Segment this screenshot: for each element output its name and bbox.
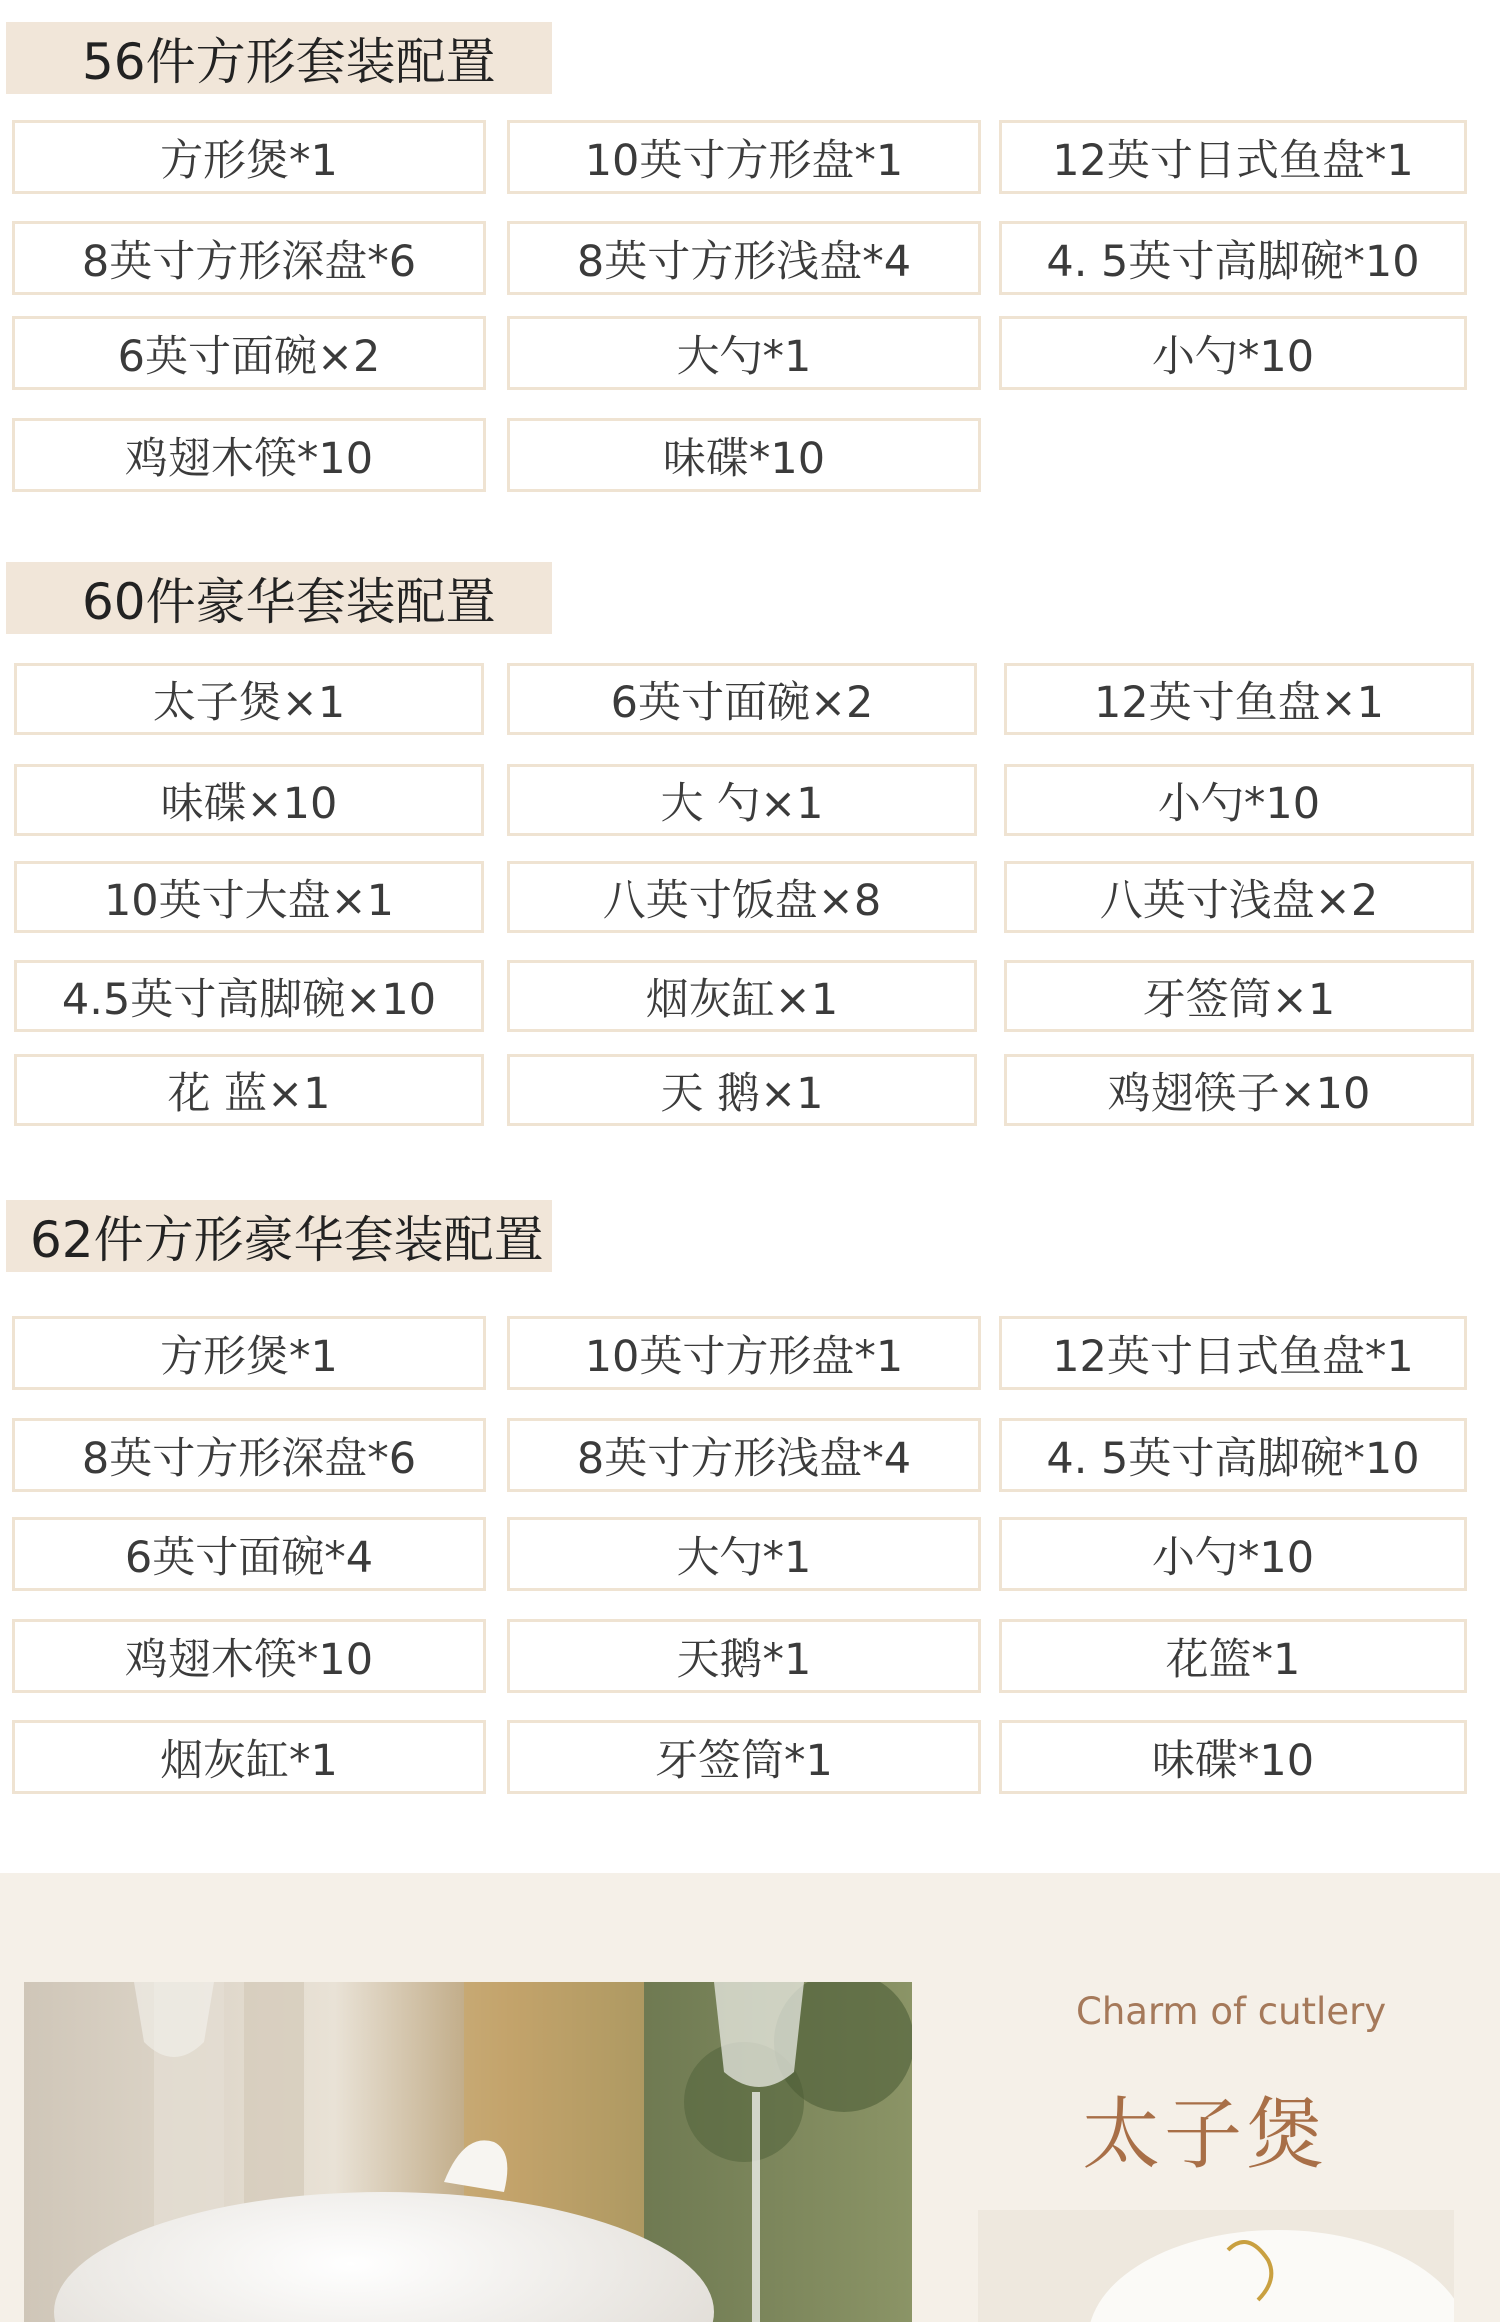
item-cell: 八英寸饭盘×8 [507, 861, 977, 933]
item-cell: 牙签筒×1 [1004, 960, 1474, 1032]
section-title: 60件豪华套装配置 [6, 562, 552, 634]
bowl-detail-image [978, 2210, 1454, 2322]
item-cell: 大 勺×1 [507, 764, 977, 836]
item-cell: 6英寸面碗×2 [507, 663, 977, 735]
item-cell: 小勺*10 [999, 1517, 1467, 1591]
item-cell: 12英寸日式鱼盘*1 [999, 1316, 1467, 1390]
item-cell: 天 鹅×1 [507, 1054, 977, 1126]
item-cell: 6英寸面碗×2 [12, 316, 486, 390]
item-cell: 10英寸大盘×1 [14, 861, 484, 933]
feature-title: 太子煲 [1082, 2090, 1329, 2180]
item-cell: 鸡翅筷子×10 [1004, 1054, 1474, 1126]
item-cell: 天鹅*1 [507, 1619, 981, 1693]
item-cell: 8英寸方形深盘*6 [12, 221, 486, 295]
tableware-photo [24, 1982, 912, 2322]
item-cell: 鸡翅木筷*10 [12, 1619, 486, 1693]
item-cell: 方形煲*1 [12, 120, 486, 194]
item-cell: 大勺*1 [507, 316, 981, 390]
item-cell: 4. 5英寸高脚碗*10 [999, 221, 1467, 295]
item-cell: 12英寸日式鱼盘*1 [999, 120, 1467, 194]
item-cell: 味碟×10 [14, 764, 484, 836]
item-cell: 烟灰缸×1 [507, 960, 977, 1032]
item-cell: 12英寸鱼盘×1 [1004, 663, 1474, 735]
item-cell: 味碟*10 [999, 1720, 1467, 1794]
item-cell: 8英寸方形浅盘*4 [507, 221, 981, 295]
item-cell: 6英寸面碗*4 [12, 1517, 486, 1591]
item-cell: 4.5英寸高脚碗×10 [14, 960, 484, 1032]
item-cell: 味碟*10 [507, 418, 981, 492]
item-cell: 10英寸方形盘*1 [507, 1316, 981, 1390]
item-cell: 8英寸方形浅盘*4 [507, 1418, 981, 1492]
item-cell: 4. 5英寸高脚碗*10 [999, 1418, 1467, 1492]
tureen-scene-image [24, 1982, 912, 2322]
section-title: 62件方形豪华套装配置 [6, 1200, 552, 1272]
item-cell: 八英寸浅盘×2 [1004, 861, 1474, 933]
item-cell: 大勺*1 [507, 1517, 981, 1591]
item-cell: 鸡翅木筷*10 [12, 418, 486, 492]
item-cell: 8英寸方形深盘*6 [12, 1418, 486, 1492]
item-cell: 太子煲×1 [14, 663, 484, 735]
item-cell: 牙签筒*1 [507, 1720, 981, 1794]
item-cell: 小勺*10 [999, 316, 1467, 390]
item-cell: 花 蓝×1 [14, 1054, 484, 1126]
tureen-detail-photo [978, 2210, 1454, 2322]
item-cell: 花篮*1 [999, 1619, 1467, 1693]
item-cell: 方形煲*1 [12, 1316, 486, 1390]
item-cell: 小勺*10 [1004, 764, 1474, 836]
section-title: 56件方形套装配置 [6, 22, 552, 94]
item-cell: 烟灰缸*1 [12, 1720, 486, 1794]
item-cell: 10英寸方形盘*1 [507, 120, 981, 194]
feature-subtitle: Charm of cutlery [1076, 1990, 1387, 2033]
